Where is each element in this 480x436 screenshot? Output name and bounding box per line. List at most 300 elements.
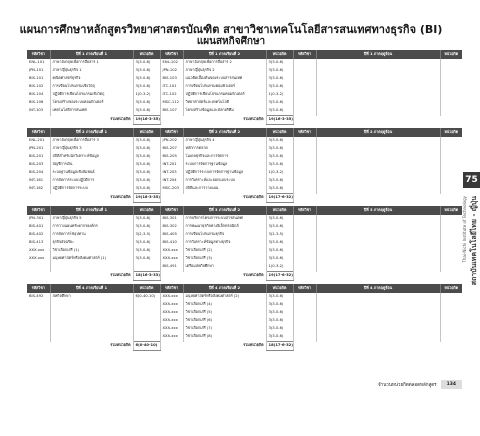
total-row [27,342,462,351]
course-code: BIS-204 [29,170,44,175]
course-code: BIS-492 [29,294,44,299]
course-credits: 3(3-0-6) [133,247,160,255]
total-credits: 19(16-3-35) [133,116,160,125]
course-credits: 3(3-0-6) [133,177,160,185]
course-row [27,145,462,153]
course-row [27,91,462,99]
course-name: บัญชีการเงิน [50,161,133,169]
course-credits: 3(3-0-6) [133,169,160,177]
course-credits [133,301,160,309]
summer-cell [440,91,462,99]
summer-cell [440,177,462,185]
summer-cell [440,247,462,255]
course-name: การวางแผนทรัพยากรองค์กร [50,223,133,231]
course-credits: 3(3-0-6) [266,309,293,317]
course-credits: 3(3-0-6) [133,239,160,247]
course-row [27,263,462,272]
course-credits: 3(3-0-6) [266,177,293,185]
summer-total-cell [293,116,462,125]
summer-cell [316,293,440,301]
total-row [27,194,462,203]
course-credits: 3(3-0-6) [133,83,160,91]
summer-cell [316,333,440,342]
course-credits: 3(3-0-6) [133,223,160,231]
summer-cell [316,137,440,145]
term-1-header: ปีที่ 2 ภาคเรียนที่ 1 [50,128,133,137]
course-credits: 3(2-3-5) [133,231,160,239]
course-name: ระบบการจัดการฐานข้อมูล [183,161,266,169]
grand-total-label: จำนวนหน่วยกิตตลอดหลักสูตร [378,383,437,388]
summer-total-cell [293,342,462,351]
summer-term-header: ปีที่ 3 ภาคฤดูร้อน [316,206,440,215]
course-code: BIS-491 [160,263,183,272]
course-name: วิชาเลือกเสรี (1) [50,247,133,255]
summer-cell [293,263,316,272]
course-code: JPN-202 [160,137,183,145]
summer-cell [440,301,462,309]
summer-cell [293,145,316,153]
summer-cell [293,107,316,116]
course-row [27,153,462,161]
course-credits: 3(3-0-6) [133,153,160,161]
course-name: การเขียนโปรแกรมเชิงวัตถุ [50,83,133,91]
summer-cell [316,231,440,239]
summer-cell [293,75,316,83]
course-credits: 3(3-0-6) [133,215,160,223]
summer-cell [440,161,462,169]
total-credits: 19(16-3-35) [266,116,293,125]
course-code: ITC-102 [160,91,183,99]
study-plan-table [27,50,462,351]
summer-cell [293,215,316,223]
summer-cell [316,325,440,333]
total-label: รวมหน่วยกิต [160,342,266,351]
summer-cell [293,301,316,309]
course-credits: 3(3-0-6) [266,107,293,116]
course-credits: 1(0-3-2) [266,263,293,272]
total-credits: 18(17-6-32) [266,342,293,351]
summer-cell [316,107,440,116]
course-name: มนุษยศาสตร์หรือสังคมศาสตร์ (2) [183,293,266,301]
summer-cell [440,169,462,177]
course-code: ENL-201 [29,138,45,143]
course-code: BIS-103 [160,75,183,83]
term-2-header: ปีที่ 3 ภาคเรียนที่ 2 [183,206,266,215]
summer-cell [316,161,440,169]
course-code [27,309,50,317]
side-title-english: Thai-Nichi Institute of Technology [462,196,467,263]
summer-cell [316,317,440,325]
credit-col-header: หน่วยกิต [440,284,462,293]
summer-cell [440,83,462,91]
course-row [27,161,462,169]
course-credits: 3(3-0-6) [266,75,293,83]
credit-col-header: หน่วยกิต [133,206,160,215]
summer-term-header: ปีที่ 2 ภาคฤดูร้อน [316,128,440,137]
summer-cell [440,137,462,145]
course-name: ธุรกิจอัจฉริยะ [50,239,133,247]
summer-cell [293,83,316,91]
course-row [27,223,462,231]
credit-col-header: หน่วยกิต [266,128,293,137]
course-row [27,301,462,309]
summer-cell [440,231,462,239]
summer-cell [293,231,316,239]
code-col-header: รหัสวิชา [27,284,50,293]
course-name: การจัดการโซ่อุปทาน [50,231,133,239]
summer-cell [316,59,440,67]
course-name: ภาษาญี่ปุ่นธุรกิจ 4 [183,137,266,145]
course-credits: 3(3-0-6) [133,67,160,75]
summer-cell [293,91,316,99]
course-name: การวิเคราะห์และออกแบบระบบ [183,177,266,185]
course-name: การบริหารโครงการระบบสารสนเทศ [183,215,266,223]
course-credits: 3(2-3-5) [266,231,293,239]
course-code [27,301,50,309]
course-name: การเขียนโปรแกรมคอมพิวเตอร์ [183,83,266,91]
course-code: BIS-106 [29,100,44,105]
course-row [27,59,462,67]
summer-cell [293,99,316,107]
total-credits: 19(18-3-35) [133,194,160,203]
summer-cell [316,223,440,231]
summer-cell [293,223,316,231]
total-credits: 19(17-6-32) [266,272,293,281]
course-name [50,301,133,309]
total-row [27,272,462,281]
course-credits: 3(3-0-6) [266,317,293,325]
summer-cell [293,247,316,255]
term-1-header: ปีที่ 4 ภาคเรียนที่ 1 [50,284,133,293]
course-row [27,185,462,194]
course-name [50,309,133,317]
total-credits: 18(16-3-33) [133,272,160,281]
course-row [27,67,462,75]
total-credits: 19(17-6-32) [266,194,293,203]
total-label: รวมหน่วยกิต [110,343,131,348]
course-name: วิชาเลือกเสรี (6) [183,317,266,325]
course-row [27,177,462,185]
summer-cell [316,263,440,272]
credit-col-header: หน่วยกิต [440,128,462,137]
course-row [27,317,462,325]
course-credits: 3(3-0-6) [266,161,293,169]
summer-term-header: ปีที่ 1 ภาคฤดูร้อน [316,50,440,59]
credit-col-header: หน่วยกิต [133,284,160,293]
course-credits: 3(3-0-6) [133,161,160,169]
year-1-header-row [27,50,462,59]
course-name [50,263,133,272]
course-name: วิชาเลือกเสรี (2) [183,247,266,255]
year-2-header-row [27,128,462,137]
course-credits: 3(3-0-6) [133,59,160,67]
summer-cell [440,215,462,223]
course-code: BIS-207 [160,145,183,153]
code-col-header: รหัสวิชา [293,206,316,215]
code-col-header: รหัสวิชา [160,128,183,137]
course-credits: 3(3-0-6) [266,301,293,309]
course-code: BIS-107 [160,107,183,116]
course-credits: 3(3-0-6) [266,99,293,107]
course-code: INT-103 [29,108,44,113]
course-code: XXX-xxx [160,317,183,325]
course-name: วิชาเลือกเสรี (8) [183,333,266,342]
course-row [27,293,462,301]
course-name: การวิเคราะห์ข้อมูลทางธุรกิจ [183,239,266,247]
course-name: สหกิจศึกษา [50,293,133,301]
course-credits: 3(3-0-6) [266,153,293,161]
total-label: รวมหน่วยกิต [110,195,131,200]
summer-cell [316,91,440,99]
course-name: การเขียนโปรแกรมธุรกิจ [183,231,266,239]
course-code: BIS-410 [160,239,183,247]
summer-cell [293,239,316,247]
course-code: BIS-405 [160,231,183,239]
course-code: XXX-xxx [160,325,183,333]
summer-cell [440,75,462,83]
course-credits: 3(3-0-6) [266,293,293,301]
course-name: สถิติสำหรับนักวิเคราะห์ข้อมูล [50,153,133,161]
summer-cell [316,83,440,91]
summer-cell [440,239,462,247]
summer-cell [293,293,316,301]
total-label: รวมหน่วยกิต [110,273,131,278]
course-credits: 3(3-0-6) [133,145,160,153]
course-credits [133,309,160,317]
summer-cell [316,145,440,153]
summer-cell [316,99,440,107]
summer-cell [440,255,462,263]
summer-cell [316,75,440,83]
course-row [27,239,462,247]
summer-cell [316,153,440,161]
course-name: ปฏิบัติการเขียนโปรแกรมเชิงวัตถุ [50,91,133,99]
summer-cell [440,293,462,301]
course-name: วิชาเลือกเสรี (7) [183,325,266,333]
course-code [27,333,50,342]
course-name: เทคโนโลยีสารสนเทศ [50,107,133,116]
summer-cell [293,161,316,169]
summer-cell [440,317,462,325]
code-col-header: รหัสวิชา [27,128,50,137]
term-2-header: ปีที่ 1 ภาคเรียนที่ 2 [183,50,266,59]
credit-col-header: หน่วยกิต [266,206,293,215]
course-code [27,263,50,272]
course-name: การจัดการระบบปฏิบัติการ [50,177,133,185]
course-credits: 6(0-40-10) [133,293,160,301]
summer-cell [293,333,316,342]
summer-cell [293,169,316,177]
course-code: JPN-102 [160,67,183,75]
course-credits: 3(3-0-6) [266,325,293,333]
course-credits: 3(3-0-6) [266,215,293,223]
credit-col-header: หน่วยกิต [133,50,160,59]
total-label: รวมหน่วยกิต [160,272,266,281]
course-code: XXX-xxx [160,301,183,309]
course-code: ITC-101 [160,83,183,91]
code-col-header: รหัสวิชา [160,50,183,59]
summer-cell [440,59,462,67]
course-code: INT-161 [29,178,44,183]
course-name: ปฏิบัติการจัดการระบบ [50,185,133,194]
code-col-header: รหัสวิชา [293,50,316,59]
course-code: BIS-413 [29,240,44,245]
summer-cell [316,247,440,255]
credit-col-header: หน่วยกิต [440,50,462,59]
course-name: โครงสร้างของระบบคอมพิวเตอร์ [50,99,133,107]
course-code: XXX-xxx [29,256,45,261]
summer-cell [440,99,462,107]
summer-cell [440,333,462,342]
course-credits: 1(0-3-2) [133,91,160,99]
course-code: XXX-xxx [160,309,183,317]
summer-cell [293,317,316,325]
course-name: ภาษาอังกฤษเพื่อการสื่อสาร 3 [50,137,133,145]
summer-cell [293,325,316,333]
course-name: หลักการตลาด [183,145,266,153]
course-code: BIS-101 [29,76,44,81]
course-credits: 1(0-3-2) [266,91,293,99]
course-code: BIS-203 [29,162,44,167]
course-name: วิชาเลือกเสรี (5) [183,309,266,317]
course-name: แนวคิดเบื้องต้นของระบบสารสนเทศ [183,75,266,83]
course-credits [133,263,160,272]
course-row [27,137,462,145]
course-credits: 3(3-0-6) [133,137,160,145]
course-credits: 3(3-0-6) [266,59,293,67]
summer-cell [316,177,440,185]
course-code [27,325,50,333]
summer-cell [293,59,316,67]
course-code: BIS-402 [29,232,44,237]
course-credits: 1(0-3-2) [266,169,293,177]
page-title: แผนการศึกษาหลักสูตรวิทยาศาสตรบัณฑิต สาขาวิชาเทคโนโลยีสารสนเทศทางธุรกิจ (BI) [19,23,443,36]
summer-cell [440,263,462,272]
course-name: สถิติและการวางแผน [183,185,266,194]
course-name: เตรียมสหกิจศึกษา [183,263,266,272]
code-col-header: รหัสวิชา [160,284,183,293]
total-row [27,116,462,125]
summer-cell [316,301,440,309]
course-name: ปฏิบัติการเขียนโปรแกรมคอมพิวเตอร์ [183,91,266,99]
summer-cell [440,309,462,317]
course-name: การพัฒนาธุรกิจทางอิเล็กทรอนิกส์ [183,223,266,231]
page-subtitle: แผนสหกิจศึกษา [196,36,266,47]
summer-cell [440,153,462,161]
code-col-header: รหัสวิชา [27,206,50,215]
year-4-header-row [27,284,462,293]
course-name: ภาษาญี่ปุ่นธุรกิจ 2 [183,67,266,75]
course-name: มนุษยศาสตร์หรือสังคมศาสตร์ (1) [50,255,133,263]
course-name: ภาษาอังกฤษเพื่อการสื่อสาร 1 [50,59,133,67]
summer-cell [293,67,316,75]
course-row [27,107,462,116]
course-credits: 3(3-0-6) [266,255,293,263]
summer-cell [316,185,440,194]
course-row [27,215,462,223]
course-row [27,333,462,342]
course-name: คณิตศาสตร์ธุรกิจ [50,75,133,83]
summer-term-header: ปีที่ 4 ภาคฤดูร้อน [316,284,440,293]
course-credits: 3(3-0-6) [266,67,293,75]
course-code: XXX-xxx [160,293,183,301]
summer-cell [440,223,462,231]
course-code: INT-201 [160,161,183,169]
summer-total-cell [293,194,462,203]
course-name [50,333,133,342]
grand-total-value: 134 [441,380,462,389]
term-1-header: ปีที่ 3 ภาคเรียนที่ 1 [50,206,133,215]
term-1-header: ปีที่ 1 ภาคเรียนที่ 1 [50,50,133,59]
course-code: BIS-401 [29,224,44,229]
course-credits: 3(3-0-6) [266,83,293,91]
course-name: วิชาเลือกเสรี (4) [183,301,266,309]
summer-cell [293,255,316,263]
summer-cell [440,185,462,194]
course-row [27,231,462,239]
code-col-header: รหัสวิชา [160,206,183,215]
total-label: รวมหน่วยกิต [160,116,266,125]
summer-cell [316,215,440,223]
summer-cell [316,309,440,317]
summer-cell [293,177,316,185]
course-code: XXX-xxx [29,248,45,253]
course-row [27,83,462,91]
summer-cell [293,153,316,161]
course-code: XXX-xxx [160,255,183,263]
course-code: XXX-xxx [160,247,183,255]
credit-col-header: หน่วยกิต [133,128,160,137]
course-code: XXX-xxx [160,333,183,342]
course-credits: 3(3-0-6) [133,255,160,263]
code-col-header: รหัสวิชา [293,284,316,293]
course-code: BIS-104 [29,92,44,97]
course-code: BIS-205 [160,153,183,161]
course-name: วิชาเลือกเสรี (3) [183,255,266,263]
course-credits: 3(3-0-6) [133,99,160,107]
credit-col-header: หน่วยกิต [266,50,293,59]
course-code: BIS-201 [29,154,44,159]
course-credits [133,325,160,333]
summer-cell [440,145,462,153]
course-credits: 3(3-0-6) [133,75,160,83]
course-credits: 3(3-0-6) [133,107,160,116]
code-col-header: รหัสวิชา [27,50,50,59]
term-2-header: ปีที่ 2 ภาคเรียนที่ 2 [183,128,266,137]
course-code: INT-162 [29,186,44,191]
side-title-thai: สถาบันเทคโนโลยีไทย - ญี่ปุ่น [470,196,478,286]
total-credits: 6(0-40-10) [133,342,160,351]
course-name: ภาษาอังกฤษเพื่อการสื่อสาร 2 [183,59,266,67]
summer-cell [316,67,440,75]
course-code: BIS-302 [160,223,183,231]
summer-cell [293,137,316,145]
course-code: JPN-301 [29,216,44,221]
course-row [27,309,462,317]
course-code: ENL-102 [160,59,183,67]
course-row [27,99,462,107]
course-credits: 3(3-0-6) [266,145,293,153]
course-row [27,247,462,255]
course-name: โมเดลธุรกิจและการจัดการ [183,153,266,161]
course-name: วิทยาศาสตร์และเทคโนโลยี [183,99,266,107]
course-credits: 3(3-0-6) [266,223,293,231]
course-credits: 3(3-0-6) [266,247,293,255]
course-credits [133,317,160,325]
course-code: BIS-301 [160,215,183,223]
course-code [27,317,50,325]
course-code: BIS-102 [29,84,44,89]
